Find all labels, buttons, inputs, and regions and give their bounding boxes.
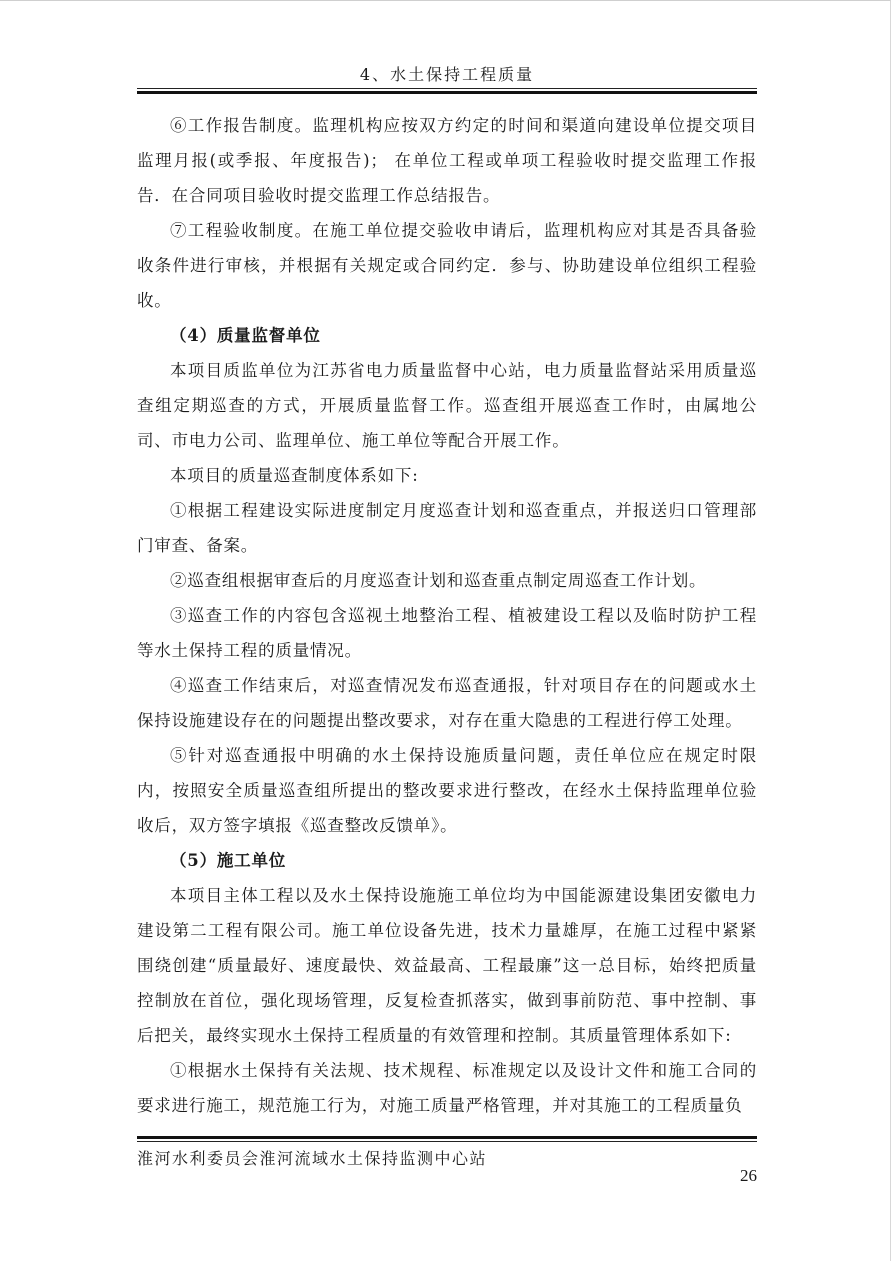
header-rule-thick — [137, 91, 757, 94]
list-item-construction-1: ①根据水土保持有关法规、技术规程、标准规定以及设计文件和施工合同的要求进行施工，规范施工行为，对施工质量严格管理，并对其施工的工程质量负 — [137, 1061, 757, 1115]
paragraph-work-report: ⑥工作报告制度。监理机构应按双方约定的时间和渠道向建设单位提交项目监理月报(或季报、年度报告)； 在单位工程或单项工程验收时提交监理工作报告．在合同项目验收时提交监理工作总结报告。 — [137, 116, 757, 205]
paragraph-construction-intro: 本项目主体工程以及水土保持设施施工单位均为中国能源建设集团安徽电力建设第二工程有限公司。施工单位设备先进，技术力量雄厚，在施工过程中紧紧围绕创建“质量最好、速度最快、效益最高、工程最廉”这一总目标，始终把质量控制放在首位，强化现场管理，反复检查抓落实，做到事前防范、事中控制、事后把关，最终实现水土保持工程质量的有效管理和控制。其质量管理体系如下: — [137, 886, 757, 1045]
paragraph-acceptance: ⑦工程验收制度。在施工单位提交验收申请后，监理机构应对其是否具备验收条件进行审核，并根据有关规定或合同约定．参与、协助建设单位组织工程验收。 — [137, 221, 757, 310]
list-item-inspection-4: ④巡查工作结束后，对巡查情况发布巡查通报，针对项目存在的问题或水土保持设施建设存在的问题提出整改要求，对存在重大隐患的工程进行停工处理。 — [137, 676, 757, 730]
list-item-inspection-2: ②巡查组根据审查后的月度巡查计划和巡查重点制定周巡查工作计划。 — [170, 571, 707, 590]
list-item-inspection-5: ⑤针对巡查通报中明确的水土保持设施质量问题，责任单位应在规定时限内，按照安全质量巡查组所提出的整改要求进行整改，在经水土保持监理单位验收后，双方签字填报《巡查整改反馈单》。 — [137, 746, 757, 835]
footer-organization: 淮河水利委员会淮河流域水土保持监测中心站 — [137, 1149, 488, 1168]
document-body — [137, 108, 757, 1123]
list-item-inspection-1: ①根据工程建设实际进度制定月度巡查计划和巡查重点，并报送归口管理部门审查、备案。 — [137, 501, 757, 555]
section-heading-construction-unit: （5）施工单位 — [170, 851, 287, 870]
page-header-title: 4、水土保持工程质量 — [359, 65, 535, 84]
footer-rule-thick — [137, 1136, 757, 1139]
header-rule-thin — [137, 88, 757, 89]
section-heading-quality-supervision: （4）质量监督单位 — [170, 326, 321, 345]
page-number: 26 — [740, 1166, 757, 1185]
list-item-inspection-3: ③巡查工作的内容包含巡视土地整治工程、植被建设工程以及临时防护工程等水土保持工程的质量情况。 — [137, 606, 757, 660]
footer-rule-thin — [137, 1141, 757, 1142]
paragraph-inspection-system: 本项目的质量巡查制度体系如下: — [170, 466, 419, 485]
paragraph-supervision-intro: 本项目质监单位为江苏省电力质量监督中心站，电力质量监督站采用质量巡查组定期巡查的方式，开展质量监督工作。巡查组开展巡查工作时，由属地公司、市电力公司、监理单位、施工单位等配合开展工作。 — [137, 361, 757, 450]
